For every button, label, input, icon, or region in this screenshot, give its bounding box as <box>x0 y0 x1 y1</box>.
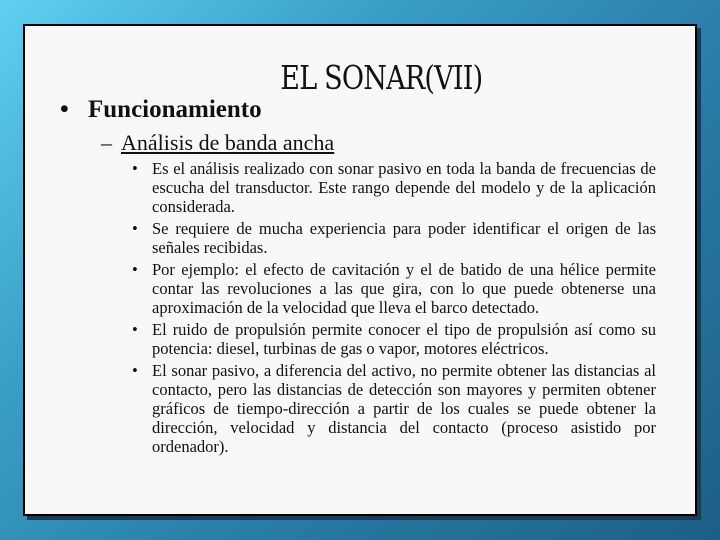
slide-panel <box>23 24 697 516</box>
bullet-icon: • <box>132 320 138 339</box>
heading-bullet-icon: • <box>60 96 69 123</box>
section-heading <box>60 96 262 124</box>
bullet-list <box>130 159 656 459</box>
list-item <box>130 159 656 216</box>
list-item-text: Es el análisis realizado con sonar pasivo en toda la banda de frecuencias de escucha del transductor. Este rango depende del modelo y de la aplicación considerada. <box>152 159 656 216</box>
bullet-icon: • <box>132 159 138 178</box>
list-item <box>130 260 656 317</box>
list-item-text: Por ejemplo: el efecto de cavitación y el de batido de una hélice permite contar las revoluciones a las que gira, con lo que puede obtenerse una aproximación de la velocidad que lleva el barco detectado. <box>152 260 656 317</box>
slide-title: EL SONAR(VII) <box>280 58 483 97</box>
bullet-icon: • <box>132 260 138 279</box>
list-item-text: El sonar pasivo, a diferencia del activo, no permite obtener las distancias al contacto, pero las distancias de detección son mayores y permiten obtener gráficos de tiempo-dirección a partir de los cuales se puede obtener la dirección, velocidad y distancia del contacto (proceso asistido por ordenador). <box>152 361 656 456</box>
bullet-icon: • <box>132 219 138 238</box>
list-item <box>130 219 656 257</box>
list-item-text: El ruido de propulsión permite conocer el tipo de propulsión así como su potencia: diesel, turbinas de gas o vapor, motores eléctricos. <box>152 320 656 358</box>
list-item <box>130 361 656 456</box>
bullet-icon: • <box>132 361 138 380</box>
subsection-heading <box>101 130 334 156</box>
list-item-text: Se requiere de mucha experiencia para poder identificar el origen de las señales recibidas. <box>152 219 656 257</box>
list-item <box>130 320 656 358</box>
subheading-text: Análisis de banda ancha <box>121 130 335 155</box>
heading-text: Funcionamiento <box>88 96 262 123</box>
dash-bullet-icon: – <box>101 130 112 155</box>
